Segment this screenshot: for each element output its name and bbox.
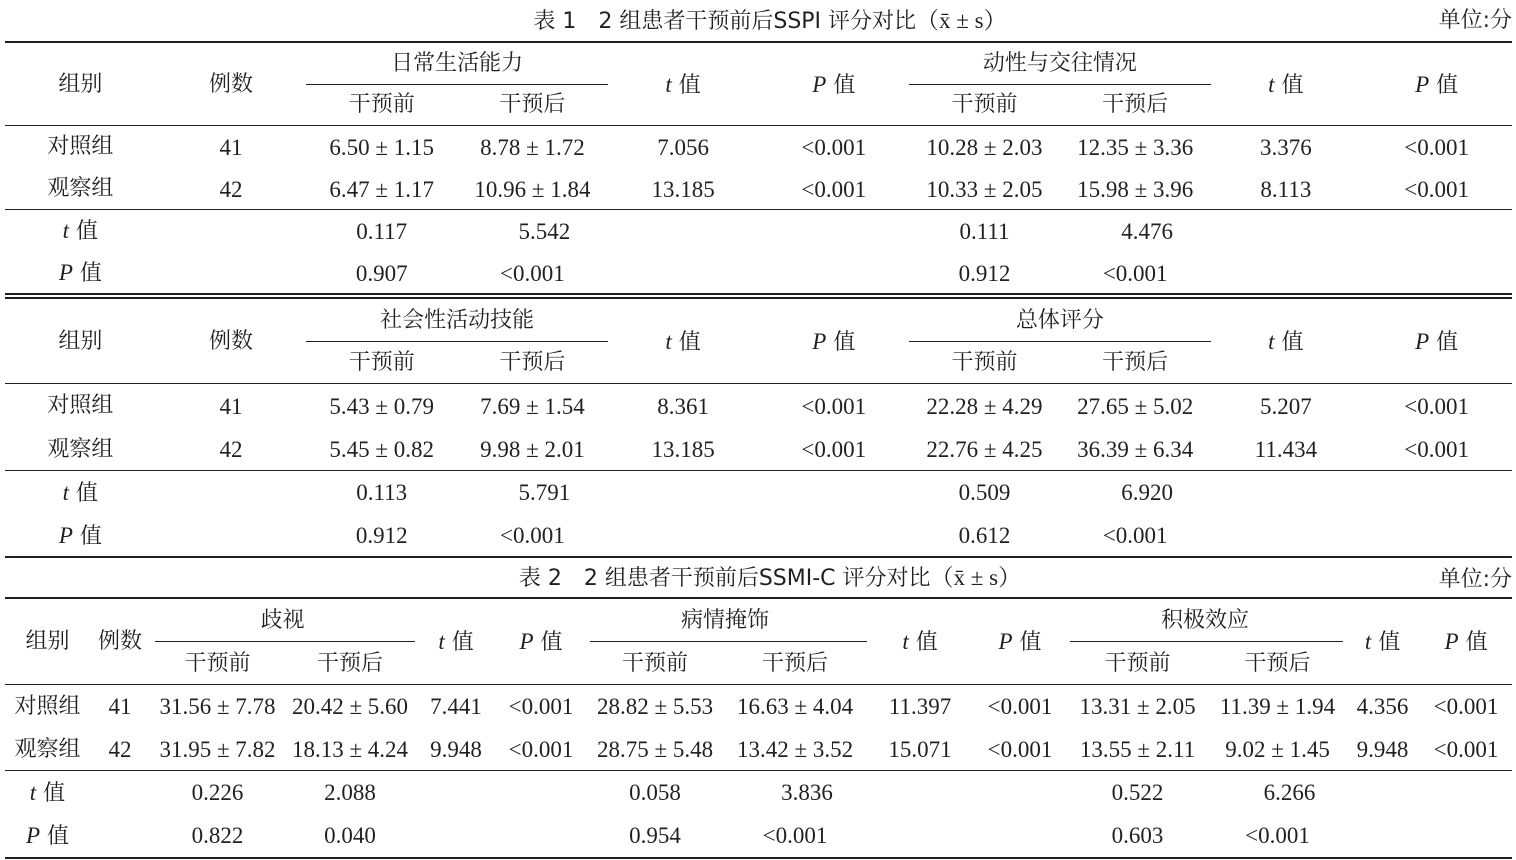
empty-cell [156, 252, 307, 294]
table-row [5, 126, 1512, 168]
column-header-pre: 干预前 [348, 92, 415, 118]
empty-cell [975, 814, 1065, 857]
cell-t-value: 0.058 [629, 780, 681, 805]
column-header-t-value: t 值 [1268, 328, 1304, 355]
cell-t-value: 6.266 [1263, 780, 1316, 805]
cell-t-value: 13.185 [651, 176, 715, 202]
row-label-p-value: P 值 [25, 822, 70, 849]
cell-t-value: 8.113 [1260, 176, 1312, 202]
empty-cell [758, 252, 909, 294]
cell-t-value: 7.056 [657, 134, 709, 160]
table1-caption [0, 0, 1516, 41]
header-group-underline [155, 641, 415, 642]
cell-p-value: 0.907 [355, 260, 408, 286]
cell-p-value: <0.001 [801, 134, 867, 160]
table-row-t-test [5, 771, 1512, 814]
empty-cell [1361, 514, 1512, 557]
row-label-group: 对照组 [47, 393, 114, 418]
row-label-group: 观察组 [47, 436, 114, 462]
cell-t-value: 0.522 [1111, 780, 1164, 805]
cell-post-mean-sd: 18.13 ± 4.24 [291, 737, 409, 762]
cell-p-value: 0.822 [191, 823, 244, 848]
table-row-t-test [5, 210, 1512, 252]
column-header-p-value: P 值 [998, 629, 1042, 655]
column-header-p-value: P 值 [812, 328, 856, 355]
table-rule-header [5, 125, 1512, 126]
cell-post-mean-sd: 8.78 ± 1.72 [480, 134, 585, 160]
cell-t-value: 5.542 [518, 218, 571, 244]
cell-pre-mean-sd: 10.33 ± 2.05 [926, 176, 1043, 202]
cell-post-mean-sd: 27.65 ± 5.02 [1077, 393, 1194, 419]
cell-t-value: 4.356 [1356, 694, 1409, 719]
cell-pre-mean-sd: 13.31 ± 2.05 [1079, 694, 1196, 719]
cell-t-value: 0.509 [958, 480, 1011, 505]
cell-post-mean-sd: 20.42 ± 5.60 [291, 694, 409, 719]
cell-p-value: 0.612 [958, 523, 1011, 548]
empty-cell [758, 514, 909, 557]
empty-cell [1211, 471, 1362, 514]
empty-cell [1361, 210, 1512, 252]
empty-cell [497, 814, 585, 857]
table-row [5, 428, 1512, 471]
table-rule-bottom [5, 556, 1512, 558]
table-row-p-value [5, 814, 1512, 857]
cell-p-value: <0.001 [1433, 694, 1499, 719]
column-header-domain: 社会性活动技能 [380, 307, 535, 333]
header-group-underline [306, 341, 608, 342]
empty-cell [156, 471, 307, 514]
column-header-domain: 动性与交往情况 [982, 50, 1137, 76]
cell-p-value: 0.912 [355, 523, 408, 548]
row-label-group: 对照组 [47, 134, 114, 159]
cell-t-value: 13.185 [651, 437, 715, 462]
cell-t-value: 4.476 [1121, 218, 1174, 244]
column-header-count: 例数 [209, 328, 254, 354]
column-header-p-value: P 值 [1415, 328, 1459, 355]
cell-p-value: 0.040 [324, 823, 376, 848]
table-header-row [5, 599, 1512, 642]
cell-count: 41 [219, 393, 243, 419]
table-rule-header [5, 383, 1512, 384]
header-group-underline [909, 84, 1211, 85]
cell-pre-mean-sd: 13.55 ± 2.11 [1079, 737, 1196, 762]
cell-count: 42 [108, 737, 132, 762]
cell-post-mean-sd: 7.69 ± 1.54 [480, 393, 585, 419]
cell-t-value: 6.920 [1121, 480, 1174, 505]
row-label-t-value: t 值 [29, 779, 66, 806]
empty-cell [1211, 210, 1362, 252]
cell-p-value: <0.001 [987, 694, 1053, 719]
table-rule-header [5, 684, 1512, 685]
cell-t-value: 0.113 [356, 480, 408, 505]
header-group-underline [909, 341, 1211, 342]
column-header-t-value: t 值 [665, 71, 701, 98]
column-header-p-value: P 值 [1415, 71, 1459, 98]
table2-unit: 单位:分 [1438, 567, 1512, 592]
column-header-p-value: P 值 [812, 71, 856, 98]
column-header-post: 干预后 [499, 92, 566, 118]
cell-post-mean-sd: 16.63 ± 4.04 [736, 694, 854, 719]
empty-cell [1361, 252, 1512, 294]
empty-cell [156, 514, 307, 557]
cell-t-value: 9.948 [430, 737, 482, 762]
header-group-underline [306, 84, 608, 85]
column-header-count: 例数 [97, 629, 142, 654]
column-header-domain: 歧视 [260, 607, 305, 633]
cell-post-mean-sd: 9.98 ± 2.01 [480, 437, 585, 462]
cell-p-value: <0.001 [500, 523, 565, 548]
cell-pre-mean-sd: 5.43 ± 0.79 [329, 393, 435, 419]
cell-p-value: 0.954 [629, 823, 681, 848]
cell-p-value: <0.001 [801, 176, 867, 202]
table2-title-stat: （x̄ ± s） [930, 565, 1022, 590]
column-header-post: 干预后 [317, 650, 384, 676]
cell-p-value: <0.001 [508, 694, 574, 719]
empty-cell [1345, 814, 1420, 857]
cell-p-value: 0.912 [958, 260, 1011, 286]
table-rule-double [5, 297, 1512, 299]
header-group-underline [1070, 641, 1343, 642]
empty-cell [865, 771, 975, 814]
column-header-pre: 干预前 [184, 650, 251, 676]
cell-t-value: 0.117 [356, 218, 408, 244]
cell-p-value: <0.001 [762, 823, 828, 848]
column-header-group: 组别 [25, 629, 70, 654]
column-header-t-value: t 值 [902, 629, 938, 655]
cell-count: 41 [219, 134, 243, 160]
table-header-row [5, 299, 1512, 342]
cell-t-value: 5.207 [1260, 393, 1312, 419]
table-row-p-value [5, 514, 1512, 557]
column-header-count: 例数 [209, 71, 254, 97]
cell-p-value: <0.001 [508, 737, 574, 762]
empty-cell [1345, 771, 1420, 814]
column-header-t-value: t 值 [665, 328, 701, 355]
cell-post-mean-sd: 12.35 ± 3.36 [1077, 134, 1194, 160]
cell-t-value: 3.376 [1260, 134, 1312, 160]
table1-title: 表 1 2 组患者干预前后SSPI 评分对比 [533, 9, 917, 34]
row-label-p-value: P 值 [58, 522, 102, 549]
table-rule-double [5, 293, 1512, 295]
empty-cell [90, 771, 150, 814]
cell-t-value: 8.361 [657, 393, 709, 419]
table-rule-body [5, 209, 1512, 210]
column-header-pre: 干预前 [348, 350, 415, 375]
table-subheader-row [5, 642, 1512, 685]
empty-cell [415, 771, 497, 814]
column-header-p-value: P 值 [1444, 629, 1488, 655]
row-label-p-value: P 值 [58, 260, 102, 286]
column-header-group: 组别 [58, 328, 103, 354]
column-header-pre: 干预前 [951, 350, 1018, 375]
table-row [5, 685, 1512, 728]
cell-p-value: 0.603 [1111, 823, 1164, 848]
column-header-domain: 总体评分 [1015, 307, 1104, 333]
table-row [5, 384, 1512, 428]
cell-t-value: 11.434 [1254, 437, 1318, 462]
cell-post-mean-sd: 11.39 ± 1.94 [1219, 694, 1336, 719]
row-label-t-value: t 值 [62, 479, 99, 506]
empty-cell [90, 814, 150, 857]
empty-cell [1361, 471, 1512, 514]
cell-pre-mean-sd: 28.75 ± 5.48 [596, 737, 714, 762]
table-header-row [5, 43, 1512, 85]
table-row-t-test [5, 471, 1512, 514]
column-header-t-value: t 值 [1268, 71, 1304, 98]
cell-pre-mean-sd: 31.56 ± 7.78 [159, 694, 276, 719]
empty-cell [975, 771, 1065, 814]
column-header-post: 干预后 [1102, 92, 1169, 118]
column-header-post: 干预后 [762, 650, 829, 676]
cell-pre-mean-sd: 28.82 ± 5.53 [596, 694, 714, 719]
cell-p-value: <0.001 [1245, 823, 1310, 848]
table1-unit: 单位:分 [1438, 8, 1512, 33]
table2-title: 表 2 2 组患者干预前后SSMI-C 评分对比 [518, 566, 931, 591]
cell-t-value: 7.441 [430, 694, 482, 719]
cell-pre-mean-sd: 6.50 ± 1.15 [329, 134, 435, 160]
cell-p-value: <0.001 [1404, 437, 1469, 462]
table-rule-bottom [5, 857, 1512, 859]
cell-p-value: <0.001 [1102, 523, 1168, 548]
table-rule-body [5, 770, 1512, 771]
table-rule-top [5, 41, 1512, 43]
empty-cell [608, 514, 759, 557]
cell-t-value: 0.111 [959, 218, 1010, 244]
column-header-pre: 干预前 [951, 92, 1018, 118]
cell-p-value: <0.001 [801, 437, 867, 462]
cell-count: 41 [108, 694, 132, 719]
column-header-pre: 干预前 [622, 650, 689, 676]
header-group-underline [590, 641, 867, 642]
table-row-p-value [5, 252, 1512, 294]
cell-pre-mean-sd: 6.47 ± 1.17 [329, 176, 435, 202]
table2-caption [0, 557, 1516, 598]
cell-pre-mean-sd: 5.45 ± 0.82 [329, 437, 435, 462]
ssmi-c-table [5, 599, 1512, 857]
empty-cell [608, 471, 759, 514]
row-label-group: 观察组 [14, 736, 81, 762]
cell-post-mean-sd: 10.96 ± 1.84 [474, 176, 591, 202]
empty-cell [758, 471, 909, 514]
table-rule-top [5, 597, 1512, 599]
empty-cell [608, 210, 759, 252]
cell-p-value: <0.001 [987, 737, 1053, 762]
cell-post-mean-sd: 15.98 ± 3.96 [1077, 176, 1194, 202]
cell-t-value: 11.397 [888, 694, 952, 719]
cell-pre-mean-sd: 22.76 ± 4.25 [926, 437, 1043, 462]
sspi-table-part2 [5, 299, 1512, 557]
cell-count: 42 [219, 176, 243, 202]
cell-post-mean-sd: 13.42 ± 3.52 [736, 737, 854, 762]
row-label-t-value: t 值 [62, 218, 99, 244]
cell-t-value: 2.088 [324, 780, 376, 805]
column-header-group: 组别 [58, 71, 103, 97]
cell-p-value: <0.001 [1404, 393, 1469, 419]
cell-post-mean-sd: 36.39 ± 6.34 [1077, 437, 1194, 462]
empty-cell [1211, 252, 1362, 294]
cell-p-value: <0.001 [1102, 260, 1168, 286]
cell-p-value: <0.001 [801, 393, 867, 419]
cell-t-value: 9.948 [1356, 737, 1409, 762]
cell-count: 42 [219, 437, 243, 462]
cell-p-value: <0.001 [1404, 134, 1469, 160]
cell-t-value: 3.836 [781, 780, 833, 805]
table1-title-stat: （x̄ ± s） [916, 8, 1007, 33]
cell-p-value: <0.001 [1433, 737, 1499, 762]
table-rule-body [5, 470, 1512, 471]
empty-cell [1211, 514, 1362, 557]
empty-cell [758, 210, 909, 252]
column-header-domain: 日常生活能力 [391, 50, 524, 76]
column-header-domain: 积极效应 [1161, 607, 1250, 633]
empty-cell [865, 814, 975, 857]
empty-cell [1420, 814, 1512, 857]
cell-post-mean-sd: 9.02 ± 1.45 [1225, 737, 1330, 762]
cell-p-value: <0.001 [500, 260, 565, 286]
table-row [5, 168, 1512, 210]
empty-cell [1420, 771, 1512, 814]
column-header-p-value: P 值 [519, 629, 563, 655]
column-header-pre: 干预前 [1104, 650, 1171, 676]
empty-cell [608, 252, 759, 294]
row-label-group: 对照组 [14, 693, 81, 719]
empty-cell [497, 771, 585, 814]
cell-p-value: <0.001 [1404, 176, 1469, 202]
cell-pre-mean-sd: 10.28 ± 2.03 [926, 134, 1043, 160]
row-label-group: 观察组 [47, 176, 114, 201]
column-header-post: 干预后 [1102, 350, 1169, 375]
empty-cell [156, 210, 307, 252]
cell-t-value: 0.226 [191, 780, 244, 805]
column-header-t-value: t 值 [1364, 629, 1401, 655]
cell-pre-mean-sd: 31.95 ± 7.82 [159, 737, 276, 762]
sspi-table-part1 [5, 43, 1512, 294]
empty-cell [415, 814, 497, 857]
column-header-domain: 病情掩饰 [681, 607, 770, 633]
column-header-t-value: t 值 [438, 629, 474, 655]
table-row [5, 728, 1512, 771]
column-header-post: 干预后 [499, 350, 566, 375]
cell-pre-mean-sd: 22.28 ± 4.29 [926, 393, 1043, 419]
cell-t-value: 15.071 [888, 737, 952, 762]
column-header-post: 干预后 [1244, 650, 1311, 676]
cell-t-value: 5.791 [518, 480, 571, 505]
